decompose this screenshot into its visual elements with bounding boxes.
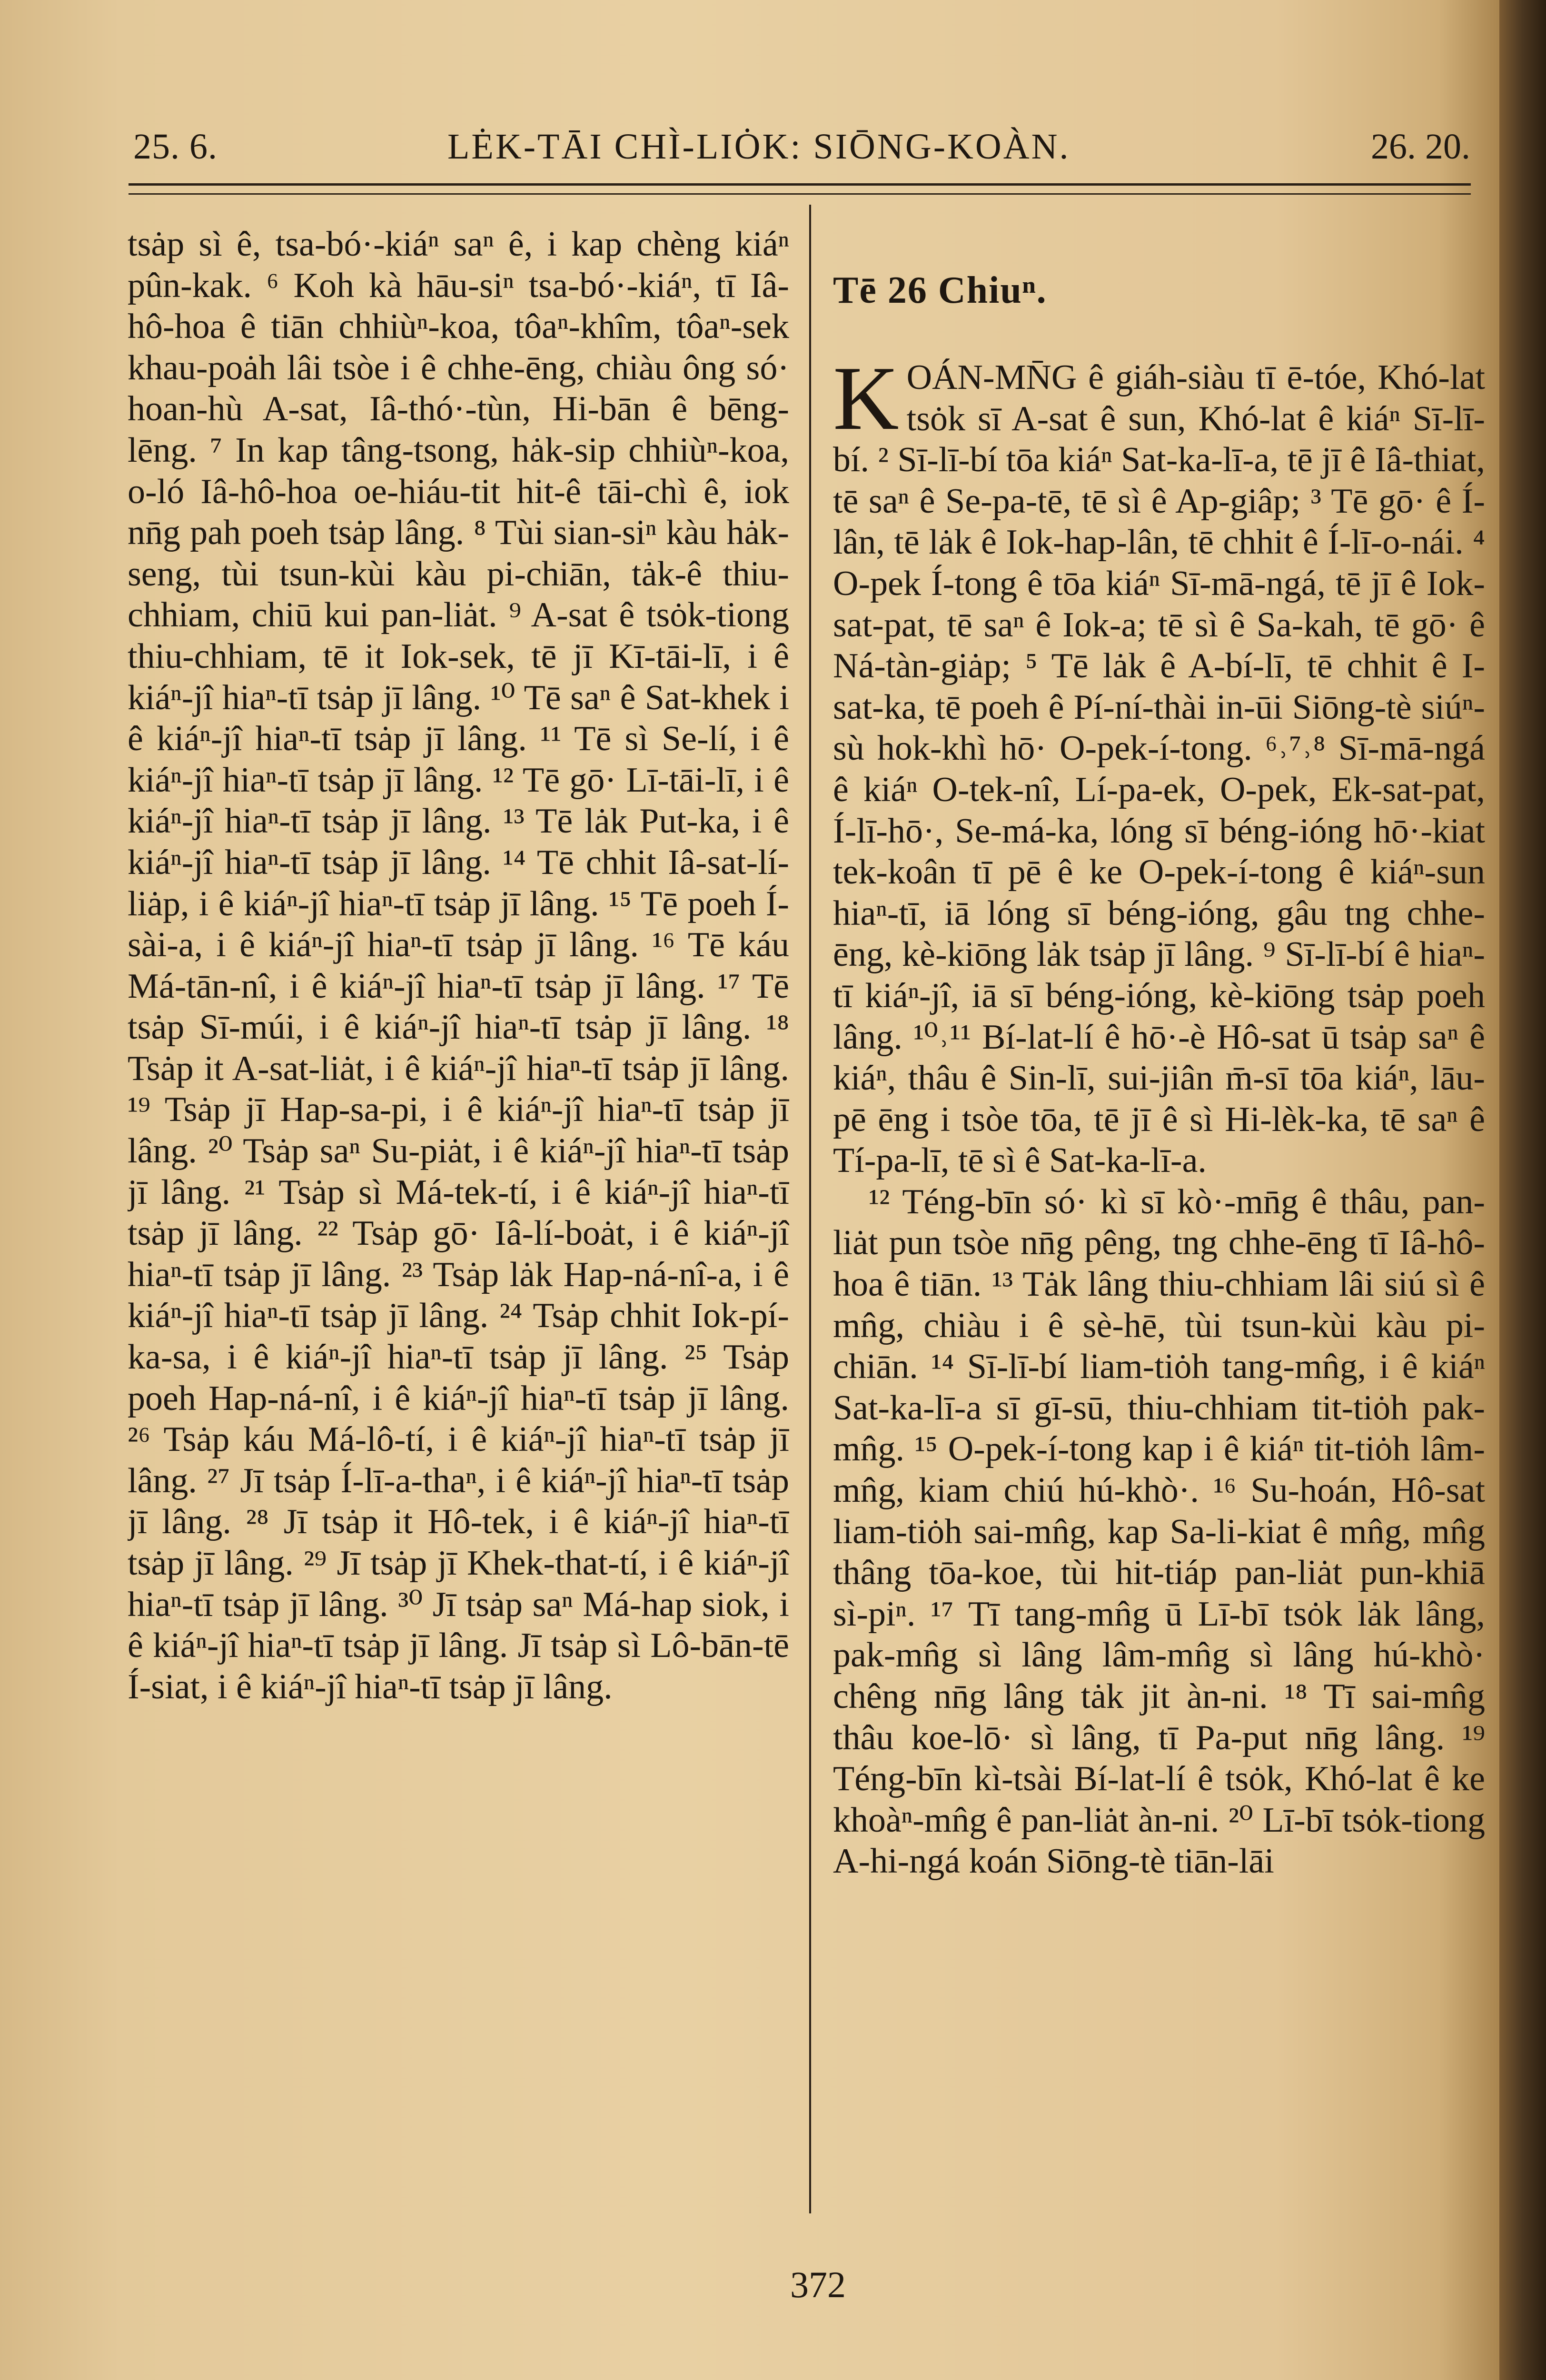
header-title: LĖK-TĀI CHÌ-LIȮK: SIŌNG-KOÀN.	[447, 127, 1070, 167]
page-number: 372	[790, 2264, 846, 2305]
chapter-first-paragraph	[833, 347, 1485, 1181]
first-paragraph-text: OÁN-MN̄G ê giáh-siàu tī ē-tóe, Khó-lat tsȯk sī A-sat ê sun, Khó-lat ê kiáⁿ Sī-lī-bí. ² Sī-lī-bí tōa kiáⁿ Sat-ka-lī-a, tē jī ê Iâ-thiat, tē saⁿ ê Se-pa-tē, tē sì ê Ap-giâp; ³ Tē gō· ê Í-lân, tē lȧk ê Iok-hap-lân, tē chhit ê Í-lī-o-nái. ⁴ O-pek Í-tong ê tōa kiáⁿ Sī-mā-ngá, tē jī ê Iok-sat-pat, tē saⁿ ê Iok-a; tē sì ê Sa-kah, tē gō· ê Ná-tàn-giȧp; ⁵ Tē lȧk ê A-bí-lī, tē chhit ê I-sat-ka, tē poeh ê Pí-ní-thài in-ūi Siōng-tè siúⁿ-sù hok-khì hō· O-pek-í-tong. ⁶˒⁷˒⁸ Sī-mā-ngá ê kiáⁿ O-tek-nî, Lí-pa-ek, O-pek, Ek-sat-pat, Í-lī-hō·, Se-má-ka, lóng sī béng-ióng hō·-kiat tek-koân tī pē ê ke O-pek-í-tong ê kiáⁿ-sun hiaⁿ-tī, iā lóng sī béng-ióng, gâu tng chhe-ēng, kè-kiōng lȧk tsȧp jī lâng. ⁹ Sī-lī-bí ê hiaⁿ-tī kiáⁿ-jî, iā sī béng-ióng, kè-kiōng tsȧp poeh lâng. ¹⁰˒¹¹ Bí-lat-lí ê hō·-è Hô-sat ū tsȧp saⁿ ê kiáⁿ, thâu ê Sin-lī, sui-jiân m̄-sī tōa kiáⁿ, lāu-pē ēng i tsòe tōa, tē jī ê sì Hi-lèk-ka, tē saⁿ ê Tí-pa-lī, tē sì ê Sat-ka-lī-a.	[833, 358, 1485, 1180]
drop-cap-letter: K	[833, 347, 899, 449]
left-column-text: tsȧp sì ê, tsa-bó·-kiáⁿ saⁿ ê, i kap chèng kiáⁿ pûn-kak. ⁶ Koh kà hāu-siⁿ tsa-bó·-kiáⁿ, tī Iâ-hô-hoa ê tiān chhiùⁿ-koa, tôaⁿ-khîm, tôaⁿ-sek khau-poȧh lâi tsòe i ê chhe-ēng, chiàu ông só· hoan-hù A-sat, Iâ-thó·-tùn, Hi-bān ê bēng-lēng. ⁷ In kap tâng-tsong, hȧk-sip chhiùⁿ-koa, o-ló Iâ-hô-hoa oe-hiáu-tit hit-ê tāi-chì ê, iok nn̄g pah poeh tsȧp lâng. ⁸ Tùi sian-siⁿ kàu hȧk-seng, tùi tsun-kùi kàu pi-chiān, tȧk-ê thiu-chhiam, chiū kui pan-liȧt. ⁹ A-sat ê tsȯk-tiong thiu-chhiam, tē it Iok-sek, tē jī Kī-tāi-lī, i ê kiáⁿ-jî hiaⁿ-tī tsȧp jī lâng. ¹⁰ Tē saⁿ ê Sat-khek i ê kiáⁿ-jî hiaⁿ-tī tsȧp jī lâng. ¹¹ Tē sì Se-lí, i ê kiáⁿ-jî hiaⁿ-tī tsȧp jī lâng. ¹² Tē gō· Lī-tāi-lī, i ê kiáⁿ-jî hiaⁿ-tī tsȧp jī lâng. ¹³ Tē lȧk Put-ka, i ê kiáⁿ-jî hiaⁿ-tī tsȧp jī lâng. ¹⁴ Tē chhit Iâ-sat-lí-liȧp, i ê kiáⁿ-jî hiaⁿ-tī tsȧp jī lâng. ¹⁵ Tē poeh Í-sài-a, i ê kiáⁿ-jî hiaⁿ-tī tsȧp jī lâng. ¹⁶ Tē káu Má-tān-nî, i ê kiáⁿ-jî hiaⁿ-tī tsȧp jī lâng. ¹⁷ Tē tsȧp Sī-múi, i ê kiáⁿ-jî hiaⁿ-tī tsȧp jī lâng. ¹⁸ Tsȧp it A-sat-liȧt, i ê kiáⁿ-jî hiaⁿ-tī tsȧp jī lâng. ¹⁹ Tsȧp jī Hap-sa-pi, i ê kiáⁿ-jî hiaⁿ-tī tsȧp jī lâng. ²⁰ Tsȧp saⁿ Su-piȧt, i ê kiáⁿ-jî hiaⁿ-tī tsȧp jī lâng. ²¹ Tsȧp sì Má-tek-tí, i ê kiáⁿ-jî hiaⁿ-tī tsȧp jī lâng. ²² Tsȧp gō· Iâ-lí-boȧt, i ê kiáⁿ-jî hiaⁿ-tī tsȧp jī lâng. ²³ Tsȧp lȧk Hap-ná-nî-a, i ê kiáⁿ-jî hiaⁿ-tī tsȧp jī lâng. ²⁴ Tsȧp chhit Iok-pí-ka-sa, i ê kiáⁿ-jî hiaⁿ-tī tsȧp jī lâng. ²⁵ Tsȧp poeh Hap-ná-nî, i ê kiáⁿ-jî hiaⁿ-tī tsȧp jī lâng. ²⁶ Tsȧp káu Má-lô-tí, i ê kiáⁿ-jî hiaⁿ-tī tsȧp jī lâng. ²⁷ Jī tsȧp Í-lī-a-thaⁿ, i ê kiáⁿ-jî hiaⁿ-tī tsȧp jī lâng. ²⁸ Jī tsȧp it Hô-tek, i ê kiáⁿ-jî hiaⁿ-tī tsȧp jī lâng. ²⁹ Jī tsȧp jī Khek-that-tí, i ê kiáⁿ-jî hiaⁿ-tī tsȧp jī lâng. ³⁰ Jī tsȧp saⁿ Má-hap siok, i ê kiáⁿ-jî hiaⁿ-tī tsȧp jī lâng. Jī tsȧp sì Lô-bān-tē Í-siat, i ê kiáⁿ-jî hiaⁿ-tī tsȧp jī lâng.	[128, 225, 789, 1706]
book-binding-edge	[1499, 0, 1546, 2380]
header-right-reference: 26. 20.	[1371, 127, 1470, 167]
second-paragraph: ¹² Téng-bīn só· kì sī kò·-mn̄g ê thâu, pan-liȧt pun tsòe nn̄g pêng, tng chhe-ēng tī Iâ-hô-hoa ê tiān. ¹³ Tȧk lâng thiu-chhiam lâi siú sì ê mn̂g, chiàu i ê sè-hē, tùi tsun-kùi kàu pi-chiān. ¹⁴ Sī-lī-bí liam-tiȯh tang-mn̂g, i ê kiáⁿ Sat-ka-lī-a sī gī-sū, thiu-chhiam tit-tiȯh pak-mn̂g. ¹⁵ O-pek-í-tong kap i ê kiáⁿ tit-tiȯh lâm-mn̂g, kiam chiú hú-khò·. ¹⁶ Su-hoán, Hô-sat liam-tiȯh sai-mn̂g, kap Sa-li-kiat ê mn̂g, mn̂g thâng tōa-koe, tùi hit-tiáp pan-liȧt pun-khiā sì-piⁿ. ¹⁷ Tī tang-mn̂g ū Lī-bī tsȯk lȧk lâng, pak-mn̂g sì lâng lâm-mn̂g sì lâng hú-khò· chêng nn̄g lâng tȧk jit àn-ni. ¹⁸ Tī sai-mn̂g thâu koe-lō· sì lâng, tī Pa-put nn̄g lâng. ¹⁹ Téng-bīn kì-tsài Bí-lat-lí ê tsȯk, Khó-lat ê ke khoàⁿ-mn̂g ê pan-liȧt àn-ni. ²⁰ Lī-bī tsȯk-tiong A-hi-ngá koán Siōng-tè tiān-lāi	[833, 1182, 1485, 1881]
running-header	[0, 126, 1499, 178]
header-rule	[129, 183, 1471, 195]
chapter-title: Tē 26 Chiuⁿ.	[833, 269, 1047, 311]
header-left-reference: 25. 6.	[133, 127, 218, 167]
left-column	[128, 224, 789, 2199]
column-divider	[809, 205, 811, 2213]
right-column	[833, 224, 1485, 2199]
